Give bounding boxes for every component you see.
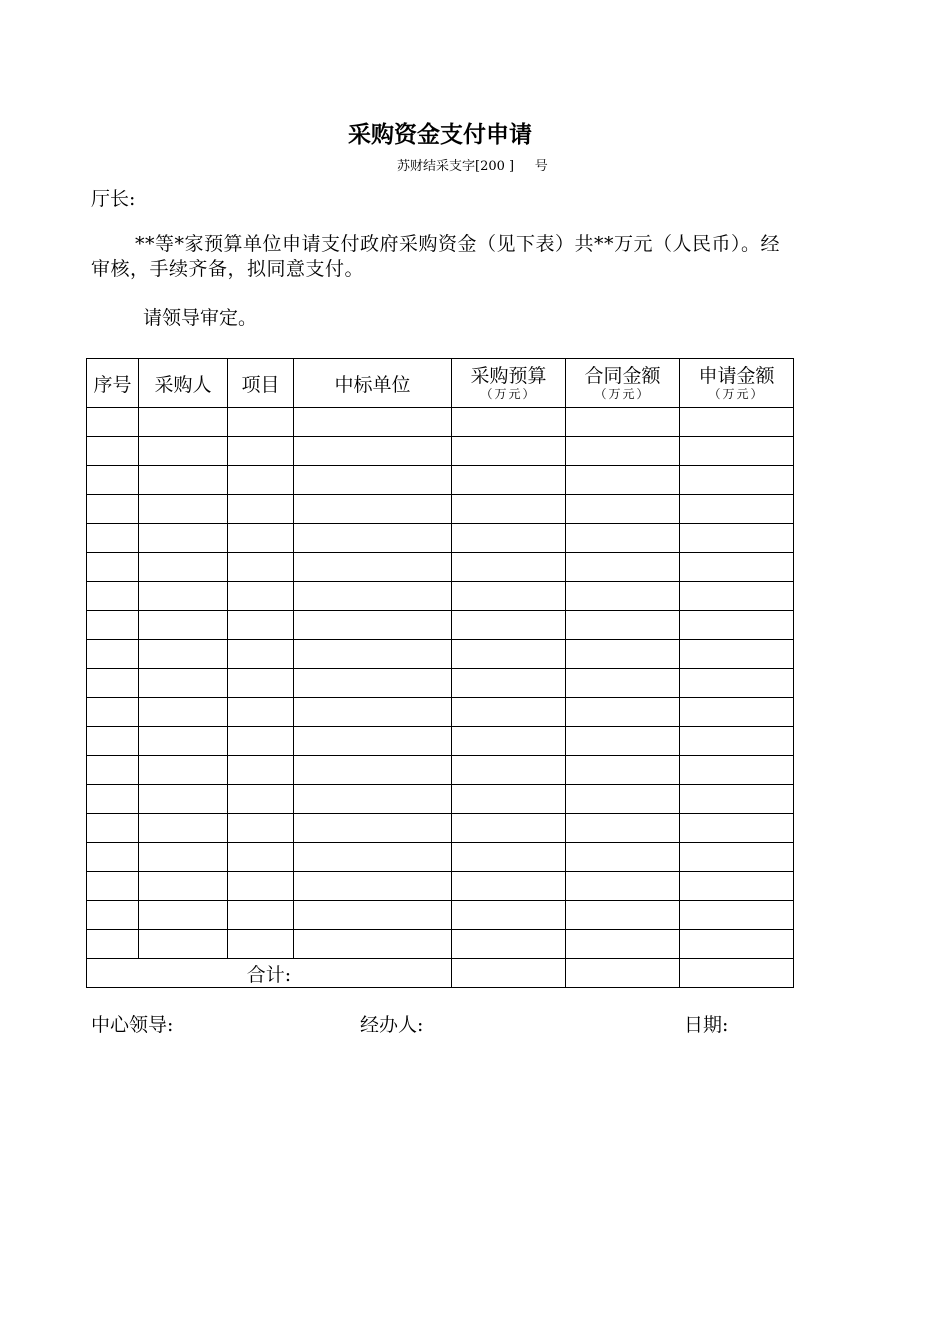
document-number: 苏财结采支字[200 ] 号: [397, 159, 548, 174]
cell-purchaser[interactable]: [139, 785, 228, 814]
table-row: [87, 495, 794, 524]
cell-winner[interactable]: [294, 495, 452, 524]
cell-winner[interactable]: [294, 727, 452, 756]
cell-contract[interactable]: [566, 756, 680, 785]
cell-request[interactable]: [680, 524, 794, 553]
cell-budget[interactable]: [452, 466, 566, 495]
cell-seq[interactable]: [87, 785, 139, 814]
cell-project[interactable]: [228, 408, 294, 437]
cell-project[interactable]: [228, 669, 294, 698]
cell-project[interactable]: [228, 756, 294, 785]
cell-contract[interactable]: [566, 640, 680, 669]
cell-request[interactable]: [680, 756, 794, 785]
cell-purchaser[interactable]: [139, 669, 228, 698]
cell-seq[interactable]: [87, 930, 139, 959]
cell-project[interactable]: [228, 611, 294, 640]
cell-contract[interactable]: [566, 785, 680, 814]
cell-budget[interactable]: [452, 408, 566, 437]
cell-request[interactable]: [680, 901, 794, 930]
table-row: [87, 727, 794, 756]
cell-project[interactable]: [228, 495, 294, 524]
cell-contract[interactable]: [566, 408, 680, 437]
total-budget-cell[interactable]: [452, 959, 566, 988]
cell-contract[interactable]: [566, 901, 680, 930]
cell-contract[interactable]: [566, 437, 680, 466]
cell-request[interactable]: [680, 698, 794, 727]
cell-purchaser[interactable]: [139, 408, 228, 437]
cell-budget[interactable]: [452, 843, 566, 872]
cell-seq[interactable]: [87, 727, 139, 756]
header-budget-unit: （万元）: [480, 387, 537, 401]
cell-project[interactable]: [228, 582, 294, 611]
cell-seq[interactable]: [87, 756, 139, 785]
table-row: [87, 466, 794, 495]
cell-project[interactable]: [228, 872, 294, 901]
cell-contract[interactable]: [566, 466, 680, 495]
table-row: [87, 582, 794, 611]
cell-budget[interactable]: [452, 785, 566, 814]
table-row: [87, 553, 794, 582]
cell-contract[interactable]: [566, 582, 680, 611]
date-label: 日期:: [684, 1014, 729, 1036]
cell-winner[interactable]: [294, 785, 452, 814]
cell-contract[interactable]: [566, 611, 680, 640]
cell-budget[interactable]: [452, 872, 566, 901]
cell-purchaser[interactable]: [139, 582, 228, 611]
cell-winner[interactable]: [294, 640, 452, 669]
cell-winner[interactable]: [294, 930, 452, 959]
header-seq: 序号: [87, 359, 139, 408]
header-purchaser: 采购人: [139, 359, 228, 408]
cell-budget[interactable]: [452, 553, 566, 582]
cell-contract[interactable]: [566, 727, 680, 756]
table-row: [87, 408, 794, 437]
table-row: [87, 524, 794, 553]
cell-request[interactable]: [680, 930, 794, 959]
salutation: 厅长:: [91, 188, 136, 210]
cell-request[interactable]: [680, 466, 794, 495]
cell-budget[interactable]: [452, 582, 566, 611]
request-paragraph: **等*家预算单位申请支付政府采购资金（见下表）共**万元（人民币）。经审核，手续齐备，拟同意支付。: [91, 233, 781, 280]
cell-budget[interactable]: [452, 814, 566, 843]
cell-request[interactable]: [680, 640, 794, 669]
cell-purchaser[interactable]: [139, 611, 228, 640]
header-project: 项目: [228, 359, 294, 408]
cell-request[interactable]: [680, 611, 794, 640]
cell-winner[interactable]: [294, 814, 452, 843]
cell-project[interactable]: [228, 553, 294, 582]
cell-seq[interactable]: [87, 872, 139, 901]
cell-project[interactable]: [228, 524, 294, 553]
cell-purchaser[interactable]: [139, 437, 228, 466]
payment-table: [86, 358, 794, 988]
cell-purchaser[interactable]: [139, 814, 228, 843]
cell-purchaser[interactable]: [139, 524, 228, 553]
cell-budget[interactable]: [452, 727, 566, 756]
cell-budget[interactable]: [452, 611, 566, 640]
cell-project[interactable]: [228, 640, 294, 669]
table-header-row: [87, 359, 794, 408]
table-row: [87, 669, 794, 698]
cell-winner[interactable]: [294, 872, 452, 901]
cell-seq[interactable]: [87, 611, 139, 640]
cell-budget[interactable]: [452, 930, 566, 959]
cell-project[interactable]: [228, 698, 294, 727]
cell-contract[interactable]: [566, 814, 680, 843]
header-request-unit: （万元）: [708, 387, 765, 401]
header-request: [680, 359, 794, 408]
cell-request[interactable]: [680, 727, 794, 756]
review-request-line: 请领导审定。: [143, 307, 258, 329]
center-leader-label: 中心领导:: [91, 1014, 174, 1036]
cell-purchaser[interactable]: [139, 466, 228, 495]
cell-purchaser[interactable]: [139, 553, 228, 582]
cell-purchaser[interactable]: [139, 930, 228, 959]
table-row: [87, 901, 794, 930]
table-row: [87, 611, 794, 640]
total-contract-cell[interactable]: [566, 959, 680, 988]
total-request-cell[interactable]: [680, 959, 794, 988]
cell-project[interactable]: [228, 930, 294, 959]
cell-seq[interactable]: [87, 640, 139, 669]
cell-request[interactable]: [680, 872, 794, 901]
cell-contract[interactable]: [566, 495, 680, 524]
cell-seq[interactable]: [87, 495, 139, 524]
header-budget-label: 采购预算: [470, 365, 547, 387]
page-title: 采购资金支付申请: [348, 122, 532, 148]
total-label: 合计:: [87, 959, 452, 988]
table-row: [87, 930, 794, 959]
cell-seq[interactable]: [87, 843, 139, 872]
cell-purchaser[interactable]: [139, 640, 228, 669]
cell-purchaser[interactable]: [139, 843, 228, 872]
cell-contract[interactable]: [566, 698, 680, 727]
cell-contract[interactable]: [566, 843, 680, 872]
cell-request[interactable]: [680, 437, 794, 466]
cell-contract[interactable]: [566, 669, 680, 698]
cell-seq[interactable]: [87, 814, 139, 843]
cell-budget[interactable]: [452, 524, 566, 553]
cell-contract[interactable]: [566, 553, 680, 582]
cell-seq[interactable]: [87, 408, 139, 437]
table-row: [87, 785, 794, 814]
header-winner: 中标单位: [294, 359, 452, 408]
cell-request[interactable]: [680, 843, 794, 872]
table-row: [87, 843, 794, 872]
header-contract-unit: （万元）: [594, 387, 651, 401]
cell-project[interactable]: [228, 843, 294, 872]
table-row: [87, 814, 794, 843]
cell-project[interactable]: [228, 727, 294, 756]
table-total-row: [87, 959, 794, 988]
cell-contract[interactable]: [566, 524, 680, 553]
cell-budget[interactable]: [452, 437, 566, 466]
cell-project[interactable]: [228, 814, 294, 843]
cell-purchaser[interactable]: [139, 495, 228, 524]
cell-winner[interactable]: [294, 466, 452, 495]
cell-project[interactable]: [228, 466, 294, 495]
cell-seq[interactable]: [87, 437, 139, 466]
cell-winner[interactable]: [294, 582, 452, 611]
cell-budget[interactable]: [452, 669, 566, 698]
cell-contract[interactable]: [566, 930, 680, 959]
cell-project[interactable]: [228, 437, 294, 466]
cell-request[interactable]: [680, 408, 794, 437]
cell-winner[interactable]: [294, 553, 452, 582]
cell-project[interactable]: [228, 901, 294, 930]
handler-label: 经办人:: [360, 1014, 424, 1036]
cell-seq[interactable]: [87, 698, 139, 727]
table-row: [87, 698, 794, 727]
cell-budget[interactable]: [452, 698, 566, 727]
table-row: [87, 872, 794, 901]
table-row: [87, 756, 794, 785]
cell-request[interactable]: [680, 785, 794, 814]
cell-winner[interactable]: [294, 524, 452, 553]
cell-purchaser[interactable]: [139, 727, 228, 756]
cell-budget[interactable]: [452, 495, 566, 524]
cell-winner[interactable]: [294, 756, 452, 785]
header-contract: [566, 359, 680, 408]
cell-request[interactable]: [680, 553, 794, 582]
cell-seq[interactable]: [87, 669, 139, 698]
cell-winner[interactable]: [294, 843, 452, 872]
cell-request[interactable]: [680, 582, 794, 611]
cell-request[interactable]: [680, 814, 794, 843]
cell-budget[interactable]: [452, 901, 566, 930]
cell-winner[interactable]: [294, 698, 452, 727]
cell-purchaser[interactable]: [139, 698, 228, 727]
cell-seq[interactable]: [87, 553, 139, 582]
cell-winner[interactable]: [294, 408, 452, 437]
cell-purchaser[interactable]: [139, 872, 228, 901]
cell-purchaser[interactable]: [139, 756, 228, 785]
cell-winner[interactable]: [294, 669, 452, 698]
cell-winner[interactable]: [294, 901, 452, 930]
cell-winner[interactable]: [294, 611, 452, 640]
table-row: [87, 640, 794, 669]
cell-purchaser[interactable]: [139, 901, 228, 930]
cell-seq[interactable]: [87, 582, 139, 611]
header-contract-label: 合同金额: [584, 365, 661, 387]
cell-seq[interactable]: [87, 901, 139, 930]
cell-budget[interactable]: [452, 756, 566, 785]
cell-winner[interactable]: [294, 437, 452, 466]
cell-request[interactable]: [680, 669, 794, 698]
table-row: [87, 437, 794, 466]
cell-project[interactable]: [228, 785, 294, 814]
cell-budget[interactable]: [452, 640, 566, 669]
header-request-label: 申请金额: [698, 365, 775, 387]
header-budget: [452, 359, 566, 408]
cell-seq[interactable]: [87, 524, 139, 553]
cell-seq[interactable]: [87, 466, 139, 495]
cell-contract[interactable]: [566, 872, 680, 901]
cell-request[interactable]: [680, 495, 794, 524]
